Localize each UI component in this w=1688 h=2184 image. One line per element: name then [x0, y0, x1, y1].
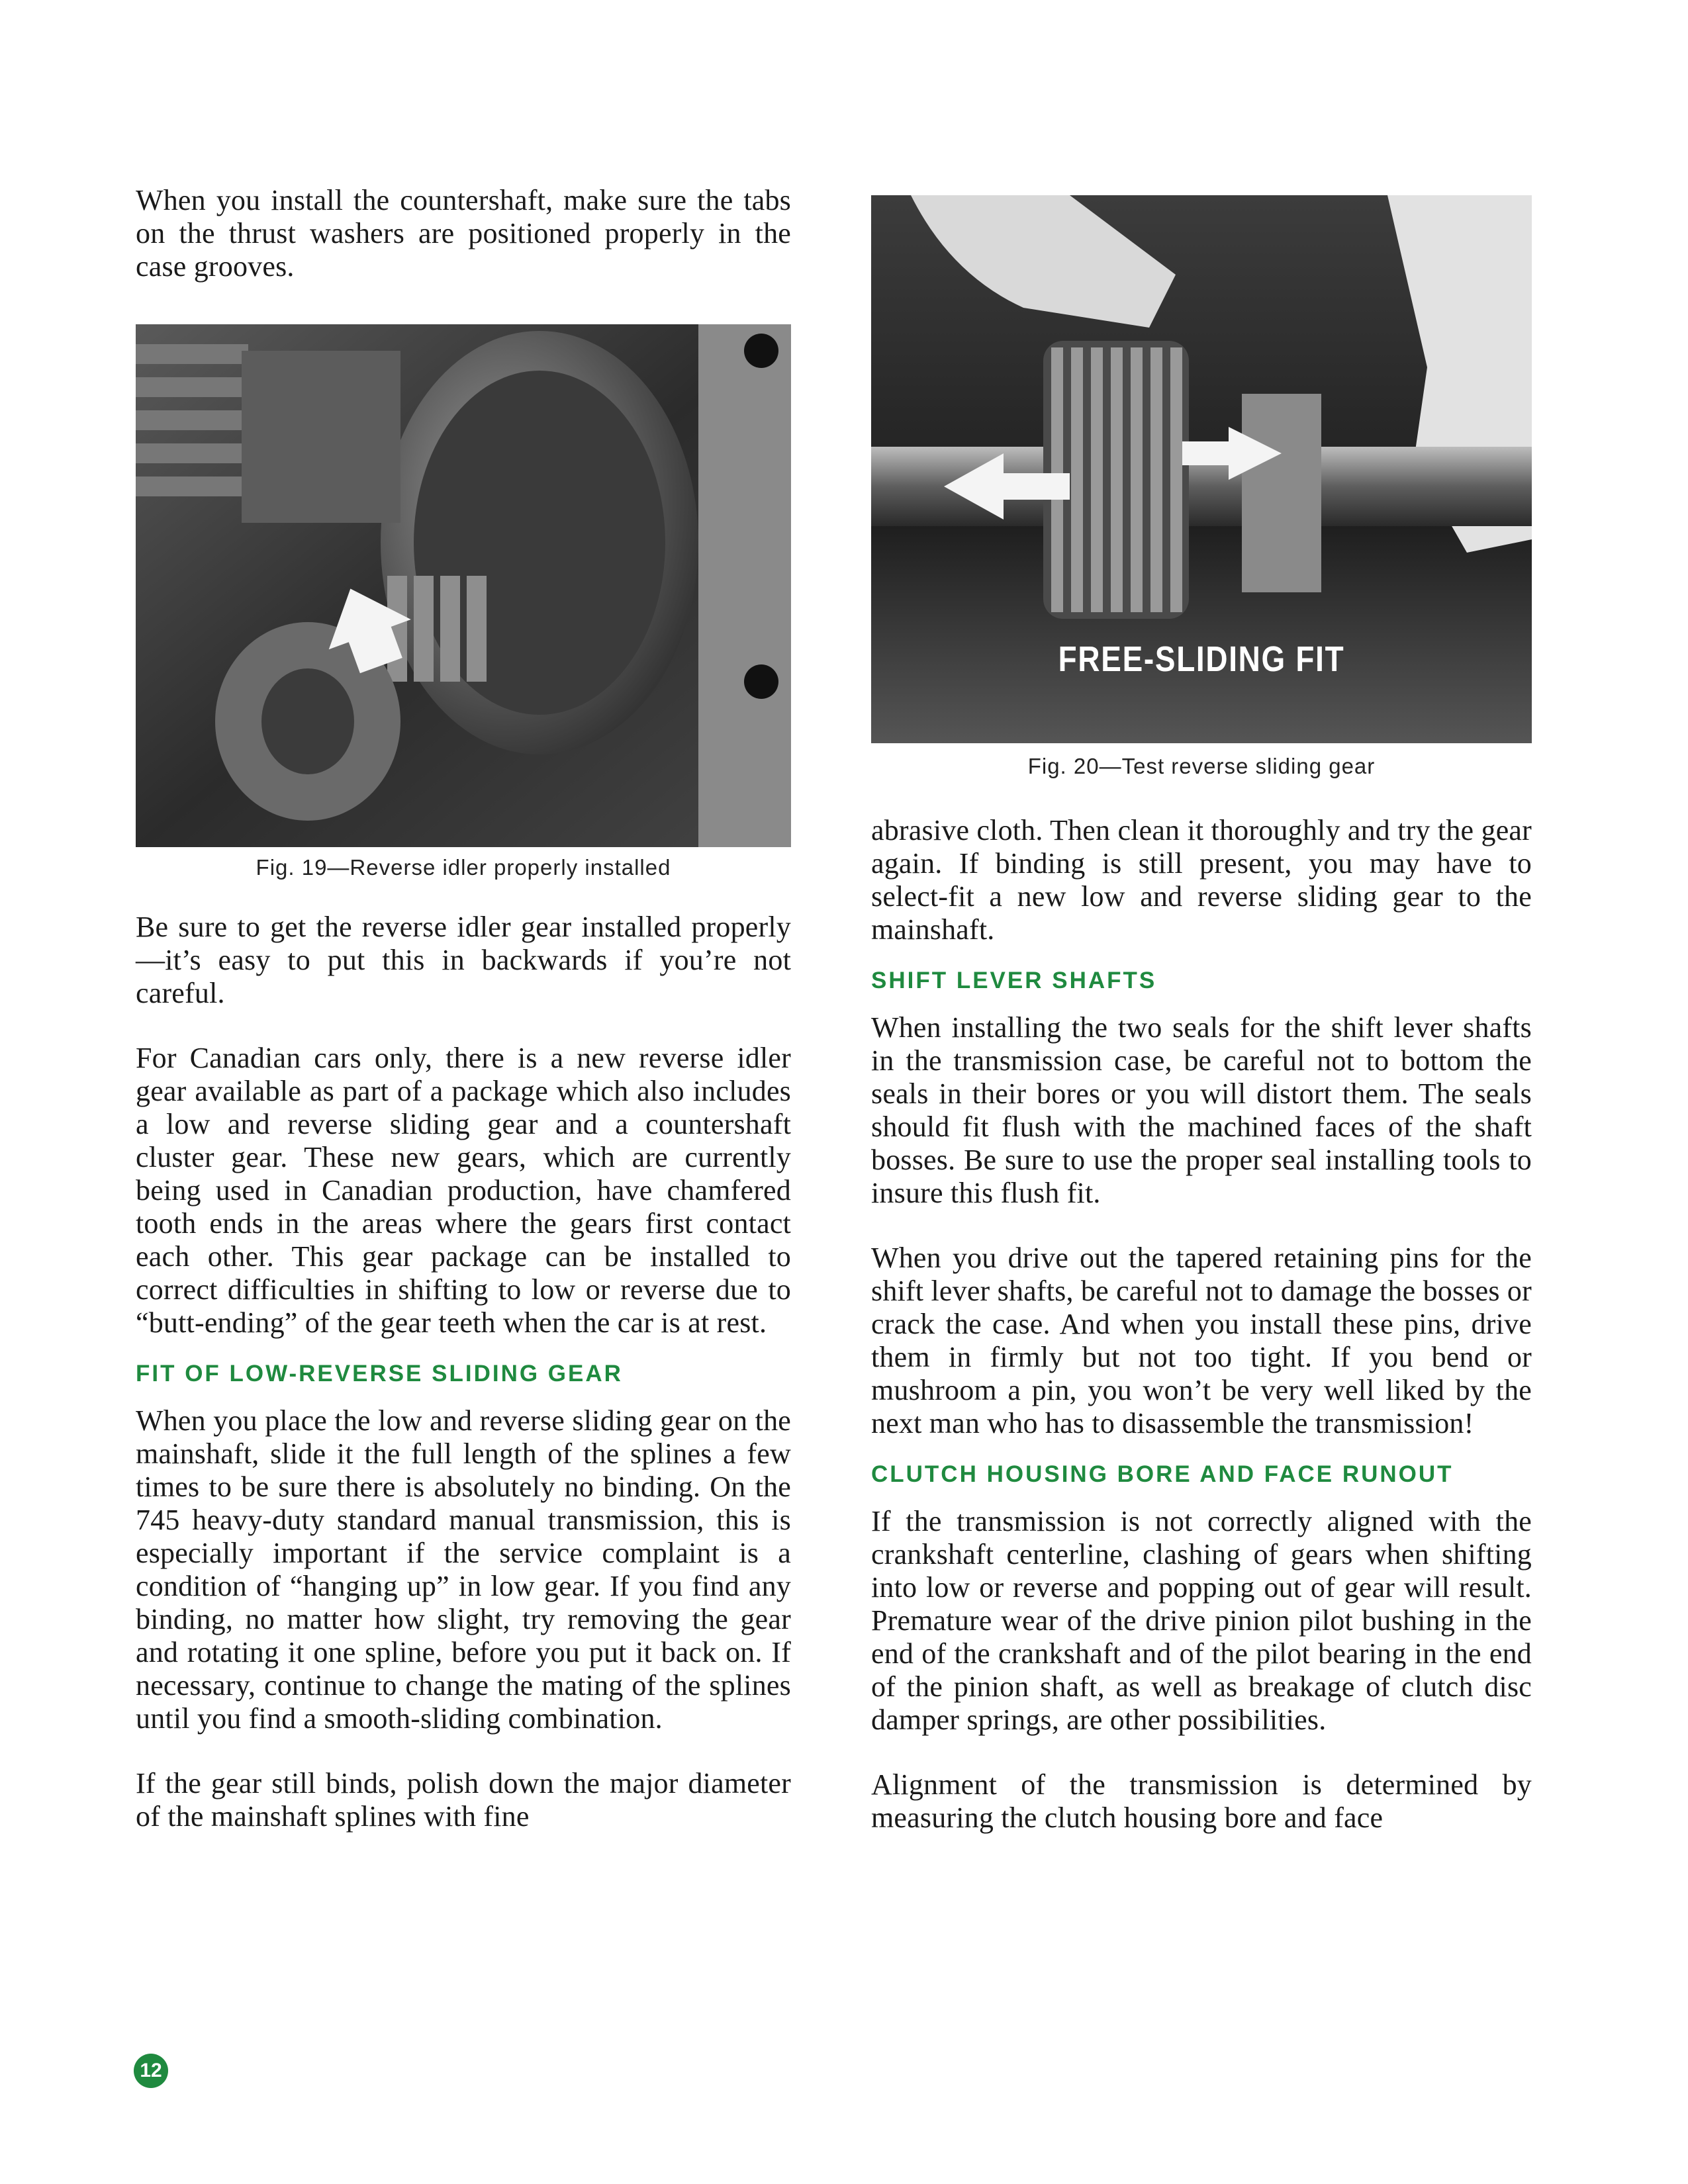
left-column — [136, 184, 791, 1833]
right-column — [871, 814, 1532, 1835]
figure-19 — [136, 324, 791, 880]
heading-shift-lever-shafts: SHIFT LEVER SHAFTS — [871, 968, 1157, 993]
paragraph-reverse-idler: Be sure to get the reverse idler gear installed properly—it’s easy to put this in backwards if you’re not careful. — [136, 911, 791, 1009]
paragraph-abrasive-cloth: abrasive cloth. Then clean it thoroughly and try the gear again. If binding is still present, you may have to select-fit a new low and reverse sliding gear to the mainshaft. — [871, 814, 1532, 946]
paragraph-canadian-cars: For Canadian cars only, there is a new reverse idler gear available as part of a package which also includes a low and reverse sliding gear and a countershaft cluster gear. These new gears, which are currently being used in Canadian production, have chamfered tooth ends in the areas where the gears first contact each other. This gear package can be installed to correct difficulties in shifting to low or reverse due to “butt-ending” of the gear teeth when the car is at rest. — [136, 1042, 791, 1339]
paragraph-still-binds: If the gear still binds, polish down the major diameter of the mainshaft splines with fine — [136, 1767, 791, 1833]
intro-paragraph: When you install the countershaft, make sure the tabs on the thrust washers are positioned properly in the case grooves. — [136, 184, 791, 283]
figure-19-caption: Fig. 19—Reverse idler properly installed — [256, 855, 671, 880]
paragraph-seals: When installing the two seals for the shift lever shafts in the transmission case, be careful not to bottom the seals in their bores or you will distort them. The seals should fit flush with the machined faces of the shaft bosses. Be sure to use the proper seal installing tools to insure this flush fit. — [871, 1011, 1532, 1209]
figure-20 — [871, 195, 1532, 779]
paragraph-sliding-gear: When you place the low and reverse sliding gear on the mainshaft, slide it the full length of the splines a few times to be sure there is absolutely no binding. On the 745 heavy-duty standard manual transmission, this is especially important if the service complaint is a condition of “hanging up” in low gear. If you find any binding, no matter how slight, try removing the gear and rotating it one spline, before you put it back on. If necessary, continue to change the mating of the splines until you find a smooth-sliding combination. — [136, 1404, 791, 1735]
paragraph-alignment-measure: Alignment of the transmission is determined by measuring the clutch housing bore and face — [871, 1768, 1532, 1834]
figure-20-caption: Fig. 20—Test reverse sliding gear — [1027, 754, 1376, 778]
paragraph-alignment-issues: If the transmission is not correctly aligned with the crankshaft centerline, clashing of gears when shifting into low or reverse and popping out of gear will result. Premature wear of the drive pinion pilot bushing in the end of the crankshaft and of the pilot bearing in the end of the pinion shaft, as well as breakage of clutch disc damper springs, are other possibilities. — [871, 1505, 1532, 1736]
page-number: 12 — [134, 2054, 168, 2088]
sliding-gear-photo — [871, 195, 1532, 743]
paragraph-retaining-pins: When you drive out the tapered retaining pins for the shift lever shafts, be careful not to damage the bosses or crack the case. And when you install these pins, drive them in firmly but not too tight. If you bend or mushroom a pin, you won’t be very well liked by the next man who has to disassemble the transmission! — [871, 1242, 1532, 1439]
heading-fit-low-reverse: FIT OF LOW-REVERSE SLIDING GEAR — [136, 1361, 623, 1387]
heading-clutch-housing: CLUTCH HOUSING BORE AND FACE RUNOUT — [871, 1461, 1454, 1487]
free-sliding-fit-label: FREE-SLIDING FIT — [1058, 639, 1345, 679]
gears-illustration — [136, 324, 791, 847]
reverse-idler-photo — [136, 324, 791, 847]
